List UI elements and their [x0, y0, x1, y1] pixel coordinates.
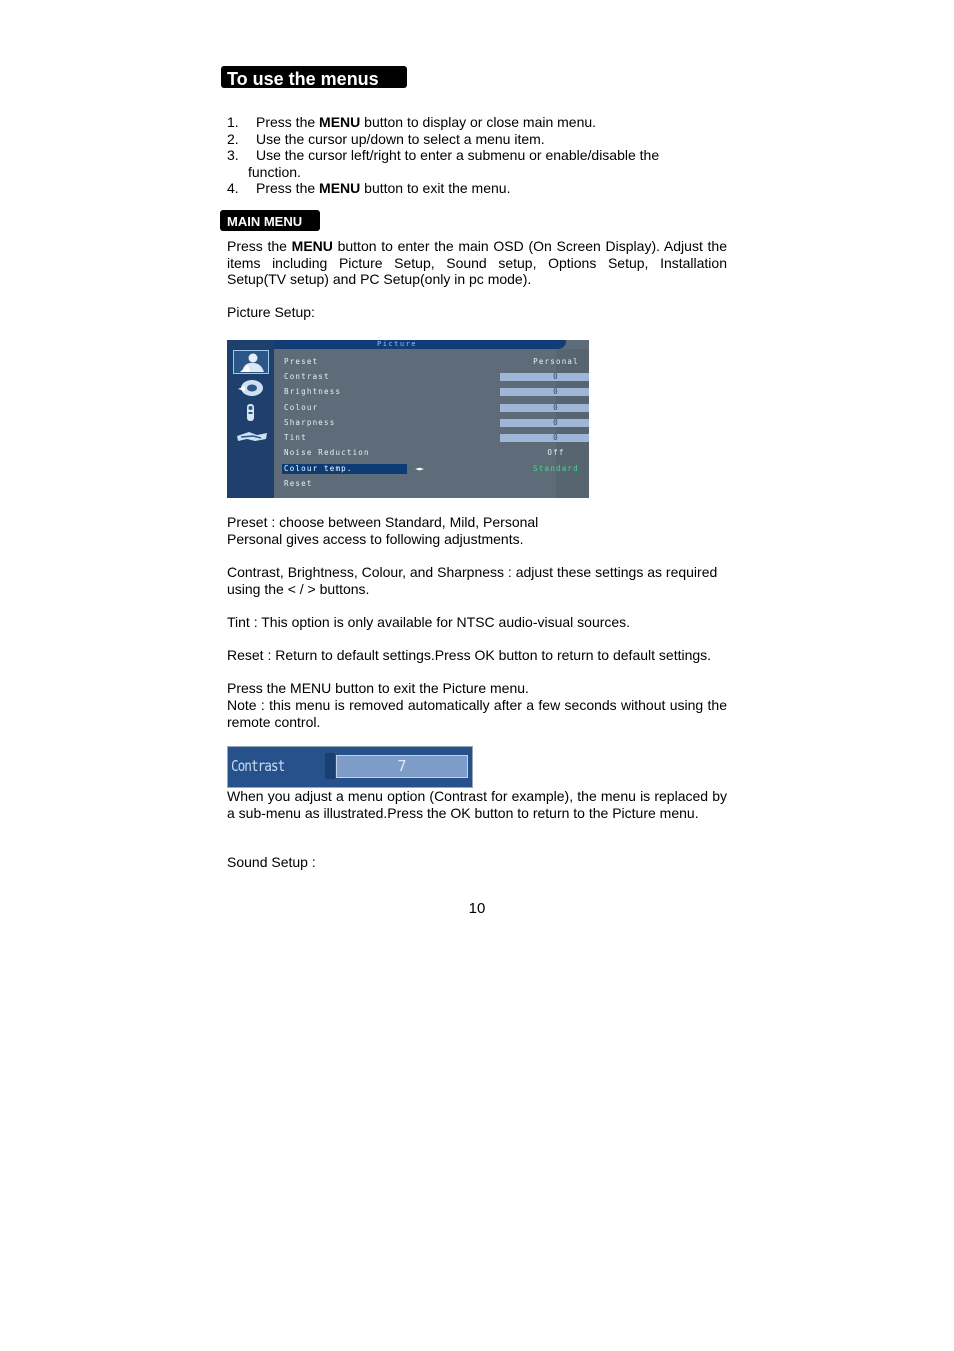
- intro-bold: MENU: [291, 238, 333, 254]
- submenu-description: When you adjust a menu option (Contrast for example), the menu is replaced by a sub-menu as illustrated.Press the OK button to return to the Picture menu.: [227, 788, 727, 821]
- osd-value-bar: 0: [500, 434, 589, 442]
- step-text: Press the: [256, 180, 320, 196]
- preset-description-1: Preset : choose between Standard, Mild, Personal: [227, 514, 539, 530]
- osd-row-brightness: [284, 387, 559, 397]
- picture-osd-screenshot: [227, 340, 589, 498]
- step-text: button to display or close main menu.: [360, 114, 597, 130]
- step-bold: MENU: [319, 180, 361, 196]
- step-text: Use the cursor up/down to select a menu item.: [256, 130, 545, 147]
- page-number: 10: [468, 900, 486, 917]
- contrast-submenu-screenshot: [227, 746, 473, 788]
- step-number: 3.: [227, 147, 239, 163]
- step-item: [227, 114, 727, 131]
- osd-row-label: Contrast: [284, 372, 330, 381]
- osd-row-label: Reset: [284, 479, 313, 488]
- tint-description: Tint : This option is only available for NTSC audio-visual sources.: [227, 614, 631, 630]
- osd-row-contrast: [284, 372, 559, 382]
- sound-setup-heading: Sound Setup :: [227, 854, 316, 870]
- submenu-value-bar: [336, 755, 468, 778]
- options-icon: [235, 401, 265, 423]
- osd-arrows: ◄►: [415, 464, 425, 473]
- step-text: Press the: [256, 114, 320, 130]
- step-continuation: function.: [248, 163, 301, 180]
- picture-icon: [233, 350, 269, 374]
- sound-icon: [235, 377, 265, 399]
- osd-row-label: Brightness: [284, 387, 342, 396]
- osd-row-noise-reduction: [284, 448, 565, 458]
- osd-row-label: Colour: [284, 403, 319, 412]
- main-menu-intro: [227, 238, 727, 288]
- step-bold: MENU: [319, 114, 361, 130]
- step-item: [227, 180, 727, 197]
- main-menu-heading: MAIN MENU: [220, 210, 320, 231]
- step-item: [227, 131, 727, 148]
- intro-text: Press the: [227, 238, 292, 254]
- picture-setup-heading: Picture Setup:: [227, 304, 315, 320]
- osd-row-preset: [284, 357, 579, 367]
- exit-description: Press the MENU button to exit the Picture menu.: [227, 680, 529, 696]
- step-number: 1.: [227, 114, 239, 130]
- installation-icon: [235, 426, 265, 448]
- step-number: 2.: [227, 130, 239, 147]
- step-number: 4.: [227, 180, 239, 196]
- osd-value-bar: 0: [500, 373, 589, 381]
- osd-row-value: Off: [547, 448, 565, 457]
- adjust-description: Contrast, Brightness, Colour, and Sharpness : adjust these settings as required using the < / > buttons.: [227, 564, 718, 597]
- osd-row-colour: [284, 403, 559, 413]
- submenu-label: Contrast: [231, 757, 285, 775]
- osd-row-label: Sharpness: [284, 418, 336, 427]
- osd-value-bar: 0: [500, 404, 589, 412]
- osd-title-strip: [274, 340, 566, 349]
- note-description: Note : this menu is removed automatically after a few seconds without using the remote control.: [227, 697, 727, 730]
- step-text: button to exit the menu.: [360, 180, 511, 196]
- osd-row-sharpness: [284, 418, 559, 428]
- osd-title: Picture: [377, 340, 418, 348]
- page-heading: To use the menus: [221, 66, 407, 88]
- submenu-divider: [325, 753, 335, 779]
- osd-row-label: Preset: [284, 357, 319, 366]
- preset-description-2: Personal gives access to following adjustments.: [227, 531, 524, 547]
- intro-text: button to enter the main OSD (On Screen Display). Adjust the items including Picture Setup, Sound setup, Options Setup, Installation Setup(TV setup) and PC Setup(only in pc mode).: [227, 238, 727, 287]
- step-text: Use the cursor left/right to enter a submenu or enable/disable the: [256, 147, 660, 163]
- osd-row-value: Personal: [533, 357, 579, 366]
- osd-row-value: Standard: [533, 464, 579, 473]
- osd-value-bar: 0: [500, 419, 589, 427]
- osd-value-bar: 0: [500, 388, 589, 396]
- osd-row-label: Noise Reduction: [284, 448, 370, 457]
- osd-row-label: Colour temp.: [282, 464, 407, 474]
- step-item: [227, 147, 727, 180]
- reset-description: Reset : Return to default settings.Press OK button to return to default settings.: [227, 647, 712, 663]
- steps-list: [227, 114, 727, 197]
- osd-row-colour-temp: [284, 464, 579, 474]
- osd-row-reset: [284, 479, 554, 489]
- osd-row-tint: [284, 433, 559, 443]
- submenu-value: 7: [397, 757, 407, 775]
- osd-row-label: Tint: [284, 433, 307, 442]
